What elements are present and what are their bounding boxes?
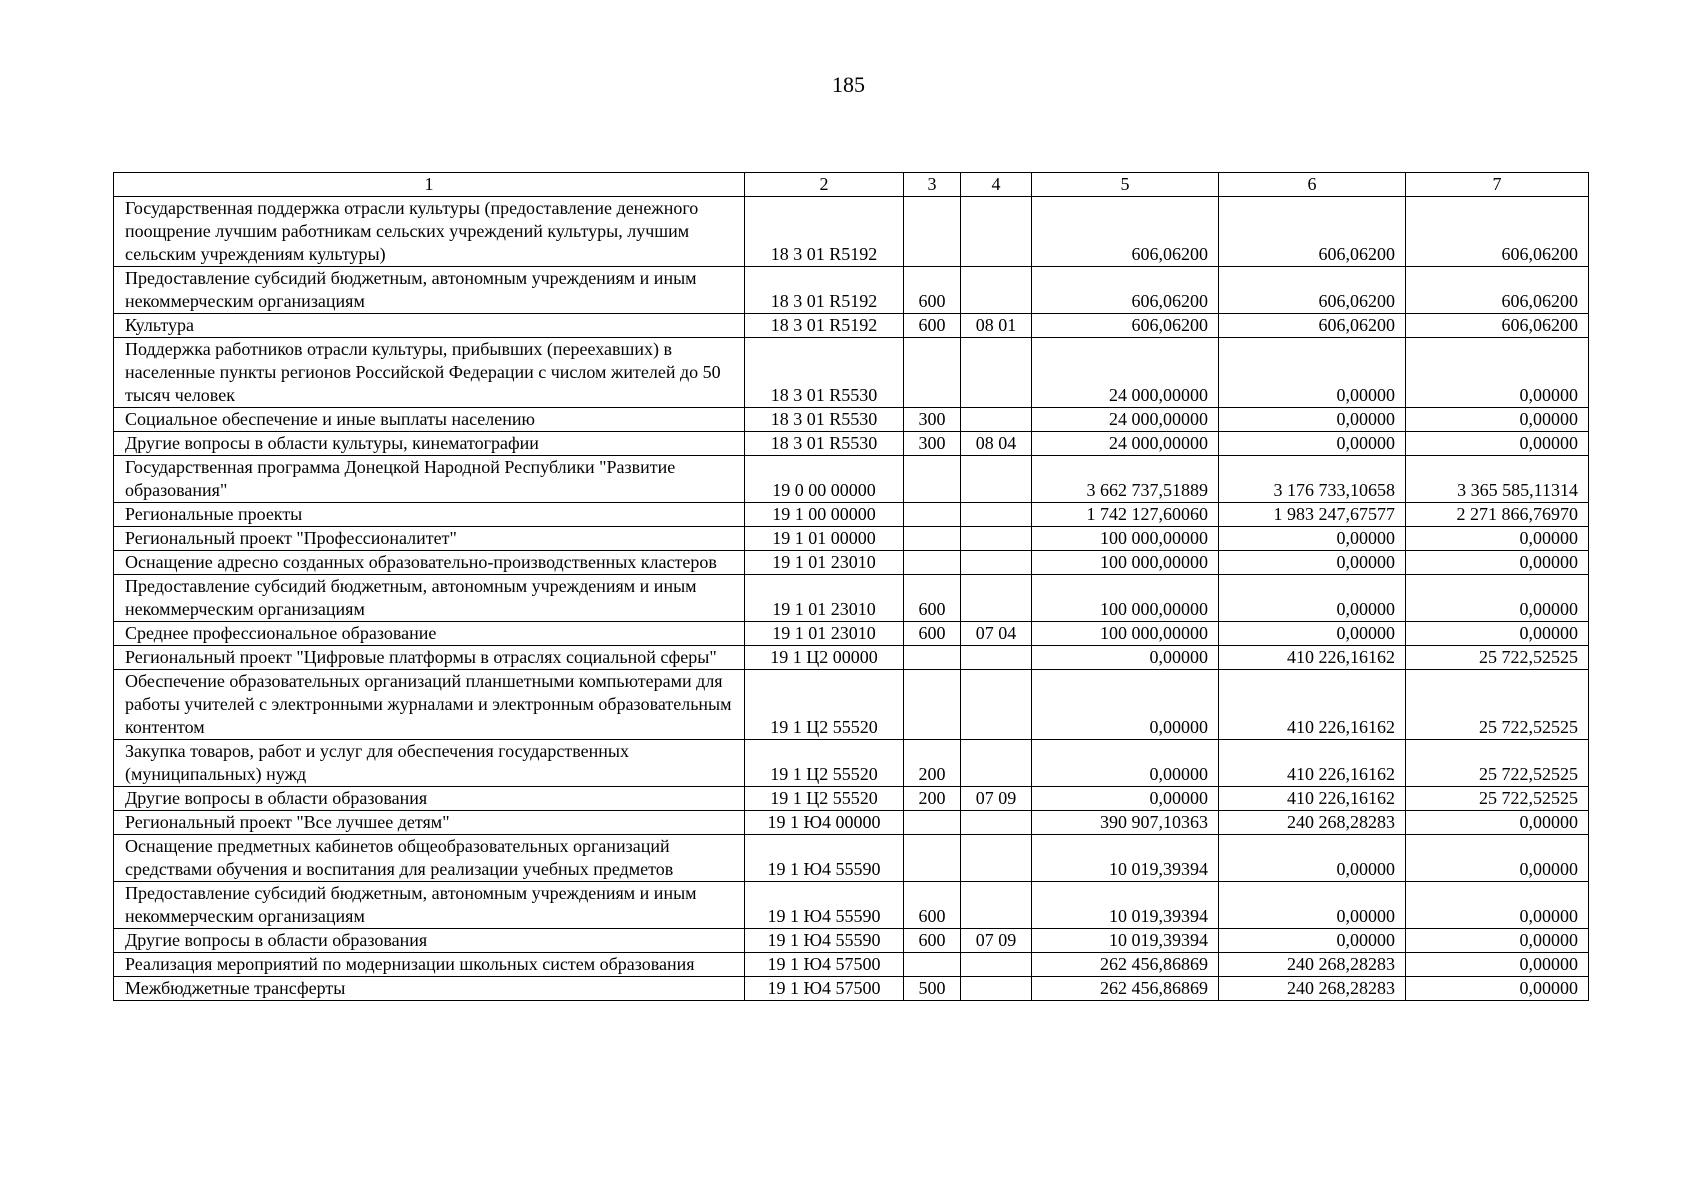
row-section xyxy=(961,408,1032,432)
row-name: Социальное обеспечение и иные выплаты населению xyxy=(114,408,745,432)
row-code: 19 1 Ю4 57500 xyxy=(745,953,904,977)
table-row xyxy=(114,314,1589,338)
row-value-col5: 100 000,00000 xyxy=(1032,575,1219,622)
row-value-col6: 606,06200 xyxy=(1219,267,1406,314)
table-row xyxy=(114,267,1589,314)
row-value-col6: 0,00000 xyxy=(1219,527,1406,551)
row-section xyxy=(961,456,1032,503)
row-name: Другие вопросы в области культуры, кинематографии xyxy=(114,432,745,456)
header-row xyxy=(114,173,1589,197)
row-value-col5: 3 662 737,51889 xyxy=(1032,456,1219,503)
row-name: Обеспечение образовательных организаций планшетными компьютерами для работы учителей с электронными журналами и электронным образовательным контентом xyxy=(114,670,745,740)
row-value-col6: 0,00000 xyxy=(1219,622,1406,646)
row-expense-type: 600 xyxy=(904,882,961,929)
row-section xyxy=(961,977,1032,1001)
row-section xyxy=(961,575,1032,622)
row-name: Региональный проект "Все лучшее детям" xyxy=(114,811,745,835)
row-value-col5: 0,00000 xyxy=(1032,646,1219,670)
row-code: 19 1 Ц2 55520 xyxy=(745,740,904,787)
row-name: Межбюджетные трансферты xyxy=(114,977,745,1001)
row-code: 19 1 Ц2 55520 xyxy=(745,670,904,740)
row-value-col7: 3 365 585,11314 xyxy=(1406,456,1589,503)
row-code: 19 1 Ю4 00000 xyxy=(745,811,904,835)
row-expense-type xyxy=(904,835,961,882)
row-value-col7: 0,00000 xyxy=(1406,527,1589,551)
row-code: 19 1 Ц2 55520 xyxy=(745,787,904,811)
row-value-col7: 0,00000 xyxy=(1406,929,1589,953)
row-expense-type: 500 xyxy=(904,977,961,1001)
row-code: 18 3 01 R5192 xyxy=(745,314,904,338)
row-code: 18 3 01 R5192 xyxy=(745,267,904,314)
row-value-col7: 0,00000 xyxy=(1406,575,1589,622)
header-col-7: 7 xyxy=(1406,173,1589,197)
table-row xyxy=(114,929,1589,953)
header-col-3: 3 xyxy=(904,173,961,197)
row-section: 07 09 xyxy=(961,929,1032,953)
row-value-col5: 24 000,00000 xyxy=(1032,432,1219,456)
row-value-col6: 240 268,28283 xyxy=(1219,811,1406,835)
row-value-col6: 0,00000 xyxy=(1219,835,1406,882)
row-value-col6: 606,06200 xyxy=(1219,314,1406,338)
row-name: Поддержка работников отрасли культуры, прибывших (переехавших) в населенные пункты регионов Российской Федерации с числом жителей до 50 тысяч человек xyxy=(114,338,745,408)
row-name: Предоставление субсидий бюджетным, автономным учреждениям и иным некоммерческим организациям xyxy=(114,882,745,929)
row-value-col5: 606,06200 xyxy=(1032,314,1219,338)
row-name: Реализация мероприятий по модернизации школьных систем образования xyxy=(114,953,745,977)
row-expense-type: 300 xyxy=(904,432,961,456)
row-value-col6: 0,00000 xyxy=(1219,432,1406,456)
row-section xyxy=(961,646,1032,670)
row-value-col5: 10 019,39394 xyxy=(1032,929,1219,953)
row-code: 19 1 01 23010 xyxy=(745,622,904,646)
row-section xyxy=(961,551,1032,575)
row-name: Культура xyxy=(114,314,745,338)
row-value-col6: 0,00000 xyxy=(1219,338,1406,408)
table-row xyxy=(114,551,1589,575)
row-value-col7: 0,00000 xyxy=(1406,882,1589,929)
header-col-6: 6 xyxy=(1219,173,1406,197)
row-value-col5: 100 000,00000 xyxy=(1032,551,1219,575)
row-value-col6: 0,00000 xyxy=(1219,929,1406,953)
row-value-col5: 100 000,00000 xyxy=(1032,527,1219,551)
row-value-col5: 24 000,00000 xyxy=(1032,338,1219,408)
row-name: Региональные проекты xyxy=(114,503,745,527)
row-section xyxy=(961,953,1032,977)
row-section: 07 04 xyxy=(961,622,1032,646)
row-code: 18 3 01 R5530 xyxy=(745,432,904,456)
row-value-col6: 1 983 247,67577 xyxy=(1219,503,1406,527)
row-value-col7: 606,06200 xyxy=(1406,267,1589,314)
table-row xyxy=(114,408,1589,432)
row-value-col6: 3 176 733,10658 xyxy=(1219,456,1406,503)
row-section xyxy=(961,503,1032,527)
header-col-4: 4 xyxy=(961,173,1032,197)
row-value-col6: 240 268,28283 xyxy=(1219,953,1406,977)
row-expense-type xyxy=(904,197,961,267)
row-expense-type xyxy=(904,527,961,551)
row-value-col7: 0,00000 xyxy=(1406,953,1589,977)
row-value-col7: 25 722,52525 xyxy=(1406,670,1589,740)
row-expense-type: 200 xyxy=(904,740,961,787)
table-row xyxy=(114,432,1589,456)
row-section xyxy=(961,811,1032,835)
row-name: Оснащение адресно созданных образовательно-производственных кластеров xyxy=(114,551,745,575)
row-name: Оснащение предметных кабинетов общеобразовательных организаций средствами обучения и воспитания для реализации учебных предметов xyxy=(114,835,745,882)
row-name: Закупка товаров, работ и услуг для обеспечения государственных (муниципальных) нужд xyxy=(114,740,745,787)
table-row xyxy=(114,527,1589,551)
row-value-col7: 0,00000 xyxy=(1406,432,1589,456)
row-name: Региональный проект "Цифровые платформы в отраслях социальной сферы" xyxy=(114,646,745,670)
row-code: 19 1 Ц2 00000 xyxy=(745,646,904,670)
row-expense-type xyxy=(904,811,961,835)
row-expense-type xyxy=(904,456,961,503)
table-row xyxy=(114,503,1589,527)
row-value-col6: 0,00000 xyxy=(1219,408,1406,432)
row-section xyxy=(961,527,1032,551)
row-section: 08 04 xyxy=(961,432,1032,456)
row-value-col7: 606,06200 xyxy=(1406,314,1589,338)
row-expense-type: 600 xyxy=(904,314,961,338)
table-row xyxy=(114,622,1589,646)
row-value-col7: 0,00000 xyxy=(1406,811,1589,835)
row-value-col6: 410 226,16162 xyxy=(1219,670,1406,740)
row-code: 19 1 Ю4 55590 xyxy=(745,882,904,929)
row-section xyxy=(961,670,1032,740)
row-code: 19 1 01 23010 xyxy=(745,575,904,622)
table-row xyxy=(114,670,1589,740)
row-expense-type: 200 xyxy=(904,787,961,811)
row-value-col5: 262 456,86869 xyxy=(1032,953,1219,977)
table-row xyxy=(114,787,1589,811)
row-expense-type xyxy=(904,670,961,740)
row-name: Государственная программа Донецкой Народной Республики "Развитие образования" xyxy=(114,456,745,503)
table-row xyxy=(114,740,1589,787)
row-expense-type xyxy=(904,646,961,670)
row-value-col7: 0,00000 xyxy=(1406,338,1589,408)
row-value-col7: 0,00000 xyxy=(1406,408,1589,432)
header-col-2: 2 xyxy=(745,173,904,197)
row-name: Региональный проект "Профессионалитет" xyxy=(114,527,745,551)
row-value-col6: 0,00000 xyxy=(1219,551,1406,575)
table-row xyxy=(114,575,1589,622)
row-section: 07 09 xyxy=(961,787,1032,811)
row-section xyxy=(961,882,1032,929)
row-value-col5: 606,06200 xyxy=(1032,267,1219,314)
row-code: 19 0 00 00000 xyxy=(745,456,904,503)
row-value-col7: 0,00000 xyxy=(1406,835,1589,882)
row-code: 19 1 00 00000 xyxy=(745,503,904,527)
row-value-col6: 240 268,28283 xyxy=(1219,977,1406,1001)
row-value-col7: 25 722,52525 xyxy=(1406,740,1589,787)
row-expense-type: 600 xyxy=(904,622,961,646)
row-name: Предоставление субсидий бюджетным, автономным учреждениям и иным некоммерческим организациям xyxy=(114,575,745,622)
row-value-col6: 0,00000 xyxy=(1219,882,1406,929)
table-row xyxy=(114,882,1589,929)
row-name: Среднее профессиональное образование xyxy=(114,622,745,646)
row-value-col5: 100 000,00000 xyxy=(1032,622,1219,646)
row-value-col7: 606,06200 xyxy=(1406,197,1589,267)
row-expense-type: 600 xyxy=(904,929,961,953)
row-name: Предоставление субсидий бюджетным, автономным учреждениям и иным некоммерческим организациям xyxy=(114,267,745,314)
row-code: 18 3 01 R5192 xyxy=(745,197,904,267)
row-value-col5: 262 456,86869 xyxy=(1032,977,1219,1001)
budget-table xyxy=(113,172,1589,1001)
row-value-col5: 1 742 127,60060 xyxy=(1032,503,1219,527)
row-section: 08 01 xyxy=(961,314,1032,338)
row-expense-type xyxy=(904,503,961,527)
table-row xyxy=(114,646,1589,670)
row-value-col5: 390 907,10363 xyxy=(1032,811,1219,835)
row-value-col6: 410 226,16162 xyxy=(1219,646,1406,670)
row-value-col7: 0,00000 xyxy=(1406,977,1589,1001)
row-value-col6: 0,00000 xyxy=(1219,575,1406,622)
row-expense-type: 600 xyxy=(904,267,961,314)
row-code: 19 1 Ю4 55590 xyxy=(745,835,904,882)
row-value-col7: 0,00000 xyxy=(1406,622,1589,646)
row-code: 19 1 Ю4 57500 xyxy=(745,977,904,1001)
row-name: Другие вопросы в области образования xyxy=(114,929,745,953)
row-value-col5: 10 019,39394 xyxy=(1032,882,1219,929)
row-value-col7: 25 722,52525 xyxy=(1406,787,1589,811)
row-name: Другие вопросы в области образования xyxy=(114,787,745,811)
row-value-col5: 0,00000 xyxy=(1032,787,1219,811)
table-row xyxy=(114,835,1589,882)
row-section xyxy=(961,267,1032,314)
table-row xyxy=(114,953,1589,977)
row-value-col5: 606,06200 xyxy=(1032,197,1219,267)
row-value-col5: 24 000,00000 xyxy=(1032,408,1219,432)
row-expense-type xyxy=(904,551,961,575)
table-body xyxy=(114,197,1589,1001)
table-row xyxy=(114,197,1589,267)
row-value-col7: 2 271 866,76970 xyxy=(1406,503,1589,527)
table-row xyxy=(114,456,1589,503)
table-row xyxy=(114,811,1589,835)
row-code: 19 1 Ю4 55590 xyxy=(745,929,904,953)
row-value-col7: 0,00000 xyxy=(1406,551,1589,575)
row-value-col5: 0,00000 xyxy=(1032,670,1219,740)
row-section xyxy=(961,835,1032,882)
table-row xyxy=(114,338,1589,408)
row-code: 18 3 01 R5530 xyxy=(745,338,904,408)
row-value-col6: 410 226,16162 xyxy=(1219,787,1406,811)
row-value-col7: 25 722,52525 xyxy=(1406,646,1589,670)
row-expense-type xyxy=(904,338,961,408)
header-col-5: 5 xyxy=(1032,173,1219,197)
table-row xyxy=(114,977,1589,1001)
row-code: 18 3 01 R5530 xyxy=(745,408,904,432)
row-value-col5: 0,00000 xyxy=(1032,740,1219,787)
row-expense-type xyxy=(904,953,961,977)
row-value-col5: 10 019,39394 xyxy=(1032,835,1219,882)
row-section xyxy=(961,197,1032,267)
row-section xyxy=(961,740,1032,787)
row-section xyxy=(961,338,1032,408)
row-value-col6: 410 226,16162 xyxy=(1219,740,1406,787)
row-name: Государственная поддержка отрасли культуры (предоставление денежного поощрение лучшим работникам сельских учреждений культуры, лучшим сельским учреждениям культуры) xyxy=(114,197,745,267)
row-expense-type: 600 xyxy=(904,575,961,622)
page-number: 185 xyxy=(832,72,865,97)
row-value-col6: 606,06200 xyxy=(1219,197,1406,267)
row-expense-type: 300 xyxy=(904,408,961,432)
header-col-1: 1 xyxy=(114,173,745,197)
row-code: 19 1 01 23010 xyxy=(745,551,904,575)
row-code: 19 1 01 00000 xyxy=(745,527,904,551)
